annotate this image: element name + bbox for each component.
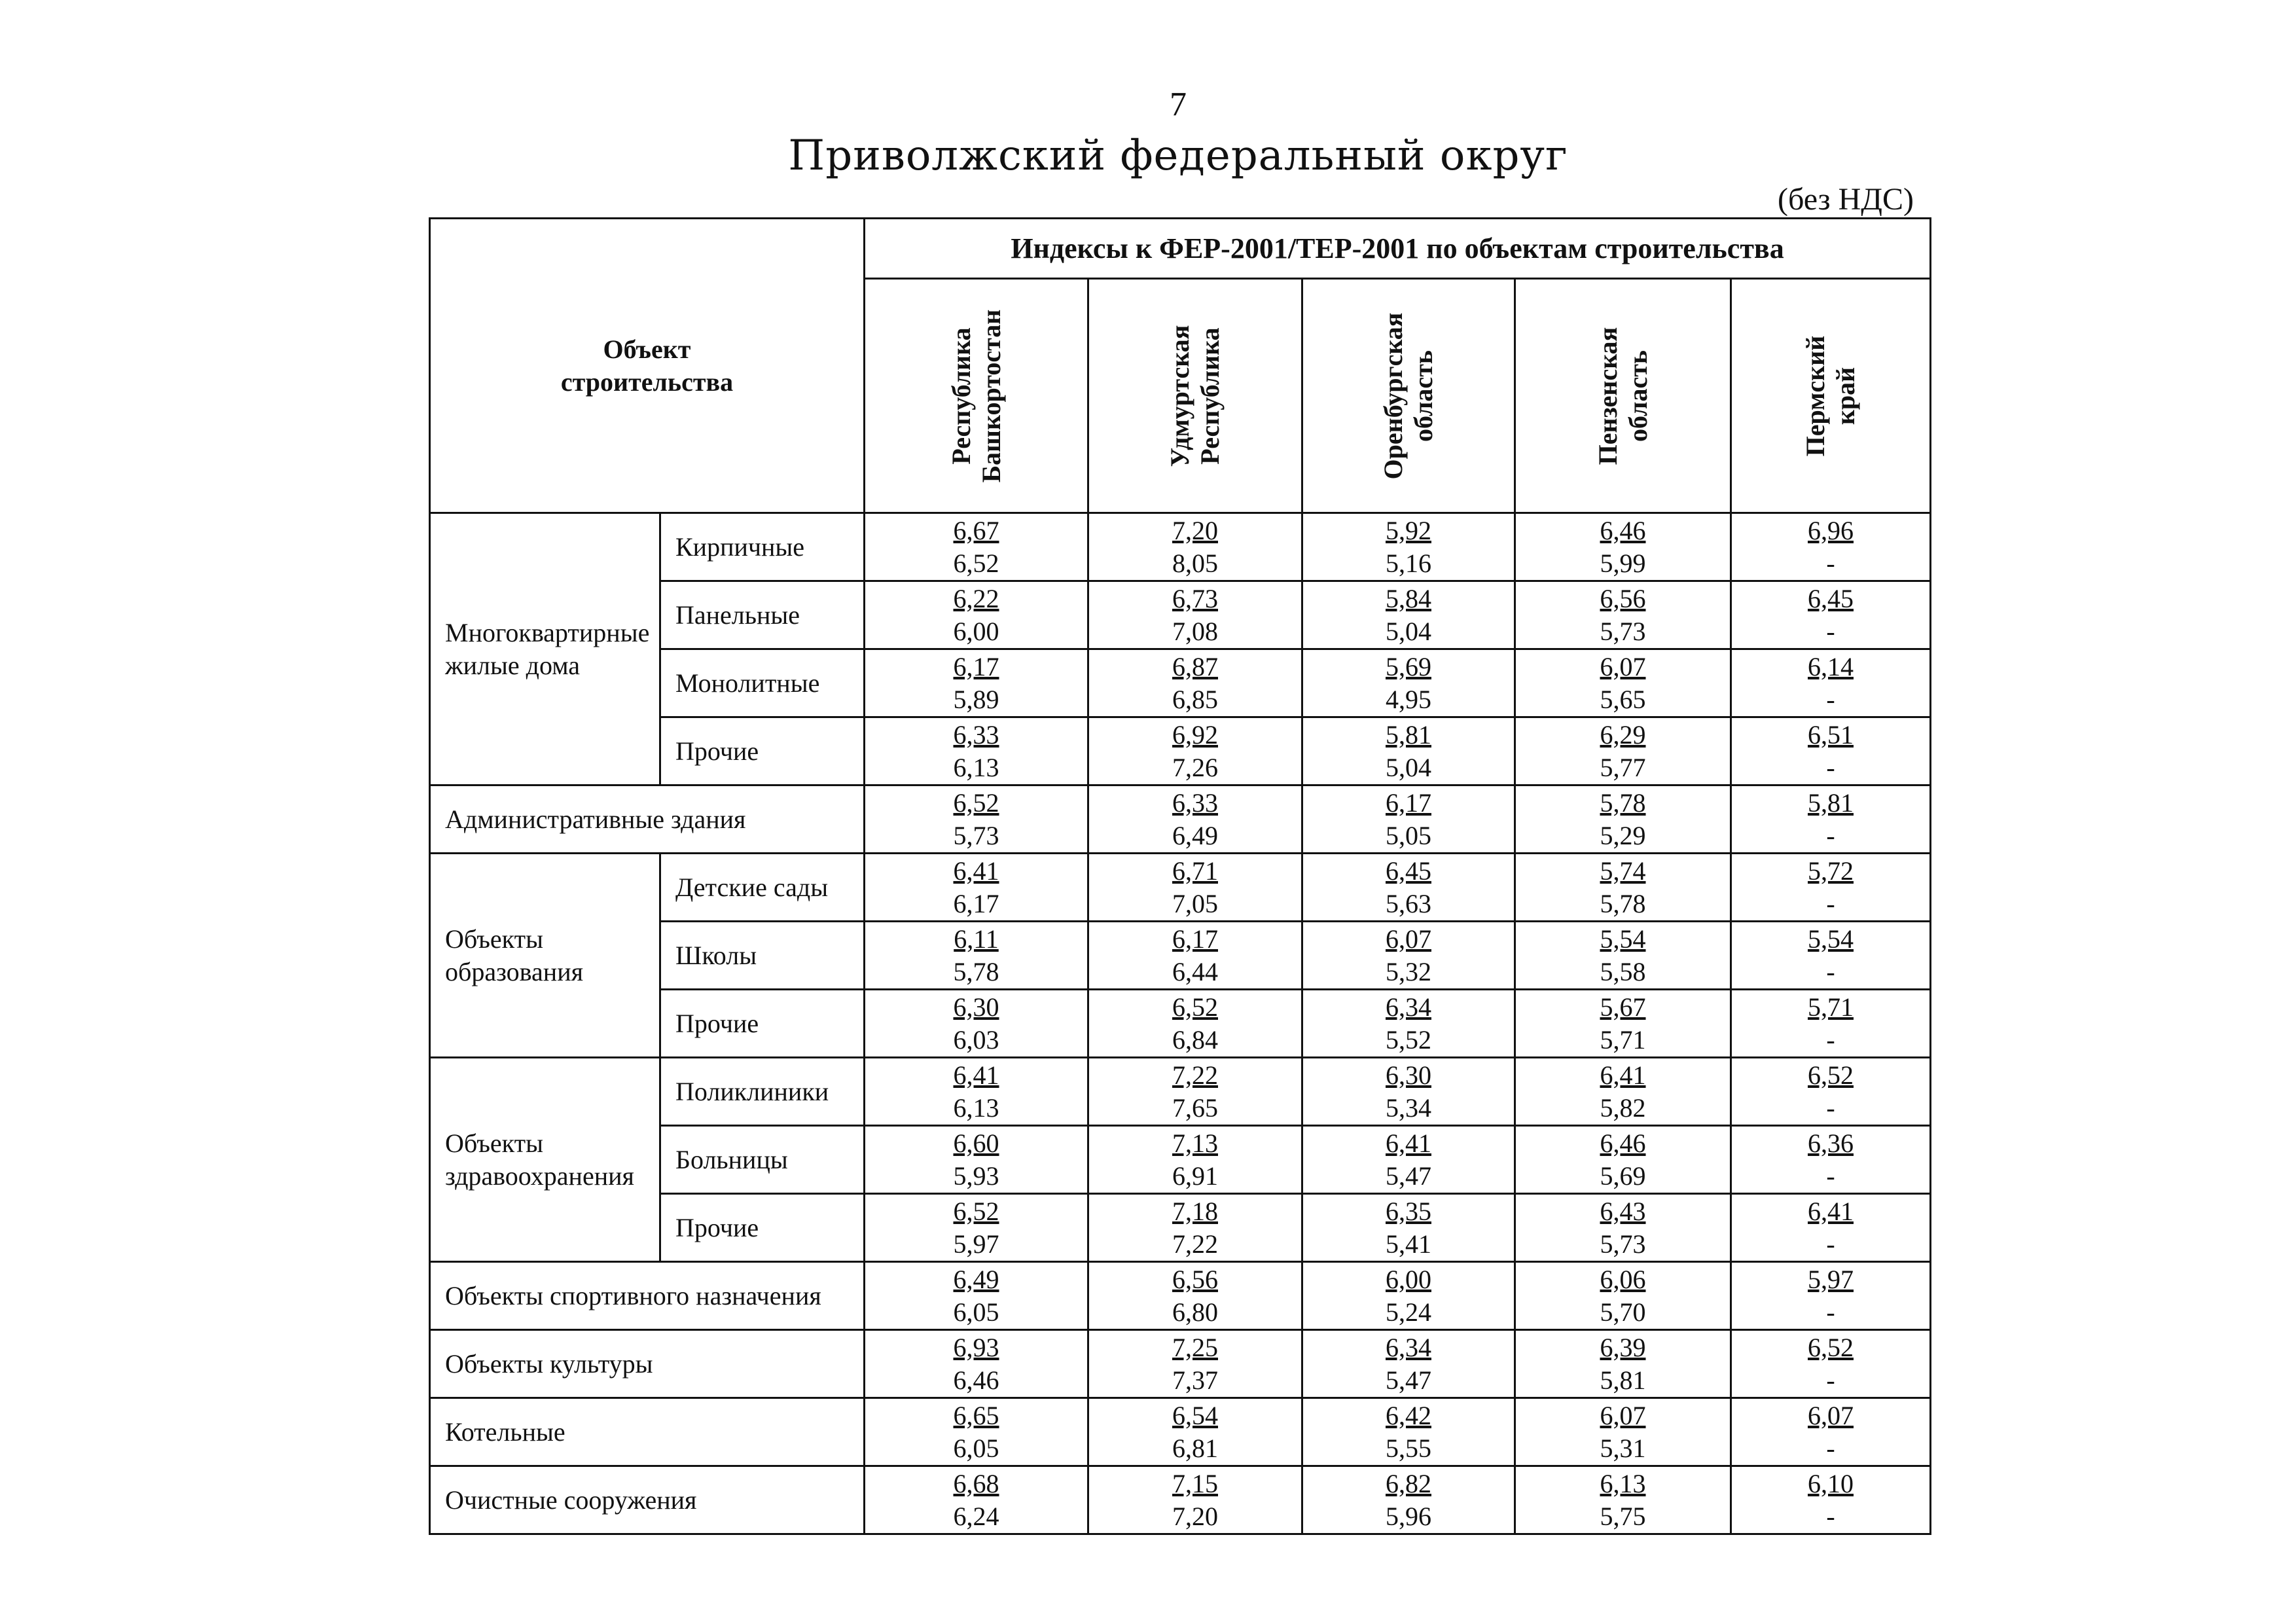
index-value-cell bbox=[1302, 717, 1515, 785]
index-value-top: 6,29 bbox=[1600, 719, 1646, 749]
index-value-bottom: 6,81 bbox=[1172, 1433, 1218, 1463]
index-value-bottom: 5,31 bbox=[1600, 1433, 1646, 1463]
index-value-cell bbox=[1731, 854, 1931, 922]
index-value-top: 6,17 bbox=[953, 651, 999, 681]
index-value-bottom: 7,26 bbox=[1172, 752, 1218, 782]
index-value-top: 6,39 bbox=[1600, 1332, 1646, 1362]
index-value-bottom: 4,95 bbox=[1386, 684, 1431, 714]
index-value-cell bbox=[865, 581, 1088, 649]
index-value-top: 5,71 bbox=[1808, 992, 1854, 1022]
index-value-cell bbox=[1302, 1126, 1515, 1194]
index-value-top: 5,54 bbox=[1600, 924, 1646, 954]
index-value-cell bbox=[1088, 1058, 1302, 1126]
index-value-bottom: 5,34 bbox=[1386, 1092, 1431, 1123]
index-value-bottom: 5,58 bbox=[1600, 956, 1646, 986]
index-value-top: 5,69 bbox=[1386, 651, 1431, 681]
index-value-top: 6,96 bbox=[1808, 515, 1854, 545]
index-value-cell bbox=[1302, 1330, 1515, 1398]
index-value-cell bbox=[1731, 1398, 1931, 1466]
index-value-bottom: - bbox=[1826, 1501, 1835, 1531]
index-value-top: 6,45 bbox=[1386, 856, 1431, 886]
index-value-bottom: 6,17 bbox=[953, 888, 999, 918]
index-value-cell bbox=[1302, 581, 1515, 649]
index-value-top: 6,34 bbox=[1386, 1332, 1431, 1362]
region-name-line: Республика bbox=[1195, 327, 1225, 465]
index-value-bottom: 5,73 bbox=[1600, 616, 1646, 646]
indices-header: Индексы к ФЕР-2001/ТЕР-2001 по объектам строительства bbox=[865, 219, 1931, 279]
index-value-cell bbox=[1302, 1058, 1515, 1126]
region-name-line: область bbox=[1623, 350, 1653, 442]
index-value-bottom: 5,82 bbox=[1600, 1092, 1646, 1123]
object-header-line: строительства bbox=[560, 367, 734, 397]
index-value-cell bbox=[1731, 785, 1931, 854]
table-row bbox=[430, 1398, 1931, 1466]
index-value-top: 5,54 bbox=[1808, 924, 1854, 954]
index-value-top: 6,60 bbox=[953, 1128, 999, 1158]
category-label: здравоохранения bbox=[445, 1161, 634, 1191]
index-value-bottom: 5,93 bbox=[953, 1161, 999, 1191]
index-value-bottom: 5,96 bbox=[1386, 1501, 1431, 1531]
index-value-bottom: 7,22 bbox=[1172, 1229, 1218, 1259]
index-value-bottom: - bbox=[1826, 1297, 1835, 1327]
index-value-top: 6,13 bbox=[1600, 1468, 1646, 1498]
index-value-cell bbox=[865, 1194, 1088, 1262]
index-value-bottom: 5,55 bbox=[1386, 1433, 1431, 1463]
index-value-top: 5,72 bbox=[1808, 856, 1854, 886]
index-value-bottom: 5,97 bbox=[953, 1229, 999, 1259]
index-value-top: 5,81 bbox=[1808, 787, 1854, 818]
index-value-cell bbox=[1731, 1126, 1931, 1194]
index-value-cell bbox=[1731, 1058, 1931, 1126]
index-value-bottom: 5,47 bbox=[1386, 1161, 1431, 1191]
region-name-line: край bbox=[1831, 367, 1860, 425]
index-value-top: 6,00 bbox=[1386, 1264, 1431, 1294]
index-value-bottom: 6,46 bbox=[953, 1365, 999, 1395]
index-value-top: 6,22 bbox=[953, 583, 999, 613]
index-value-bottom: 5,24 bbox=[1386, 1297, 1431, 1327]
index-value-top: 6,71 bbox=[1172, 856, 1218, 886]
index-value-cell bbox=[1088, 1126, 1302, 1194]
index-value-top: 5,67 bbox=[1600, 992, 1646, 1022]
index-value-cell bbox=[1088, 854, 1302, 922]
index-value-top: 6,56 bbox=[1600, 583, 1646, 613]
index-value-top: 5,97 bbox=[1808, 1264, 1854, 1294]
index-value-bottom: - bbox=[1826, 684, 1835, 714]
category-cell bbox=[430, 1058, 660, 1262]
table-row bbox=[430, 785, 1931, 854]
index-value-top: 5,78 bbox=[1600, 787, 1646, 818]
index-value-top: 6,07 bbox=[1386, 924, 1431, 954]
index-value-cell bbox=[1731, 1466, 1931, 1534]
index-value-bottom: 5,65 bbox=[1600, 684, 1646, 714]
subcategory-label: Прочие bbox=[660, 717, 865, 785]
index-value-top: 6,17 bbox=[1172, 924, 1218, 954]
index-value-cell bbox=[865, 1126, 1088, 1194]
index-value-top: 6,14 bbox=[1808, 651, 1854, 681]
category-label: Административные здания bbox=[430, 785, 865, 854]
index-value-bottom: 5,32 bbox=[1386, 956, 1431, 986]
index-value-cell bbox=[1515, 1194, 1731, 1262]
index-value-bottom: 7,20 bbox=[1172, 1501, 1218, 1531]
vat-note: (без НДС) bbox=[1777, 182, 1914, 217]
index-value-cell bbox=[1731, 922, 1931, 990]
index-value-top: 6,67 bbox=[953, 515, 999, 545]
index-value-cell bbox=[1515, 581, 1731, 649]
region-name-line: Пермский bbox=[1801, 335, 1830, 456]
index-value-top: 6,52 bbox=[953, 1196, 999, 1226]
index-value-cell bbox=[1088, 922, 1302, 990]
index-value-top: 6,52 bbox=[1172, 992, 1218, 1022]
index-value-bottom: 6,03 bbox=[953, 1024, 999, 1055]
index-value-cell bbox=[1302, 649, 1515, 717]
index-value-cell bbox=[865, 785, 1088, 854]
index-value-cell bbox=[865, 1398, 1088, 1466]
index-value-cell bbox=[1731, 513, 1931, 581]
index-value-cell bbox=[1302, 990, 1515, 1058]
subcategory-label: Панельные bbox=[660, 581, 865, 649]
region-header bbox=[1731, 279, 1931, 513]
index-value-top: 6,54 bbox=[1172, 1400, 1218, 1430]
index-value-bottom: 6,44 bbox=[1172, 956, 1218, 986]
index-value-top: 6,07 bbox=[1600, 651, 1646, 681]
index-value-cell bbox=[865, 513, 1088, 581]
subcategory-label: Поликлиники bbox=[660, 1058, 865, 1126]
index-value-bottom: - bbox=[1826, 1024, 1835, 1055]
index-value-cell bbox=[1515, 990, 1731, 1058]
index-value-bottom: 5,78 bbox=[953, 956, 999, 986]
index-value-cell bbox=[1515, 649, 1731, 717]
index-value-bottom: - bbox=[1826, 616, 1835, 646]
index-table bbox=[429, 217, 1931, 1535]
table-row bbox=[430, 1058, 1931, 1126]
index-value-bottom: 5,16 bbox=[1386, 548, 1431, 578]
index-value-top: 6,42 bbox=[1386, 1400, 1431, 1430]
table-row bbox=[430, 854, 1931, 922]
index-value-bottom: 5,47 bbox=[1386, 1365, 1431, 1395]
index-value-cell bbox=[1515, 1126, 1731, 1194]
index-value-bottom: 5,71 bbox=[1600, 1024, 1646, 1055]
table-row bbox=[430, 1262, 1931, 1330]
index-value-cell bbox=[865, 1466, 1088, 1534]
index-value-bottom: 6,24 bbox=[953, 1501, 999, 1531]
category-label: Многоквартирные bbox=[445, 617, 650, 647]
index-value-cell bbox=[1088, 1330, 1302, 1398]
index-value-cell bbox=[1515, 1058, 1731, 1126]
index-value-bottom: 7,08 bbox=[1172, 616, 1218, 646]
subcategory-label: Монолитные bbox=[660, 649, 865, 717]
index-value-top: 6,41 bbox=[953, 1060, 999, 1090]
index-value-bottom: - bbox=[1826, 752, 1835, 782]
page-title: Приволжский федеральный округ bbox=[788, 132, 1568, 180]
index-value-bottom: 5,99 bbox=[1600, 548, 1646, 578]
index-value-cell bbox=[1731, 717, 1931, 785]
index-value-top: 6,51 bbox=[1808, 719, 1854, 749]
index-value-cell bbox=[1515, 1330, 1731, 1398]
index-value-bottom: 8,05 bbox=[1172, 548, 1218, 578]
index-value-bottom: - bbox=[1826, 1433, 1835, 1463]
index-value-top: 7,25 bbox=[1172, 1332, 1218, 1362]
index-value-cell bbox=[1088, 1466, 1302, 1534]
index-value-top: 6,82 bbox=[1386, 1468, 1431, 1498]
category-label: жилые дома bbox=[445, 650, 581, 680]
index-value-bottom: 6,05 bbox=[953, 1433, 999, 1463]
page-number: 7 bbox=[1170, 86, 1187, 123]
index-value-bottom: 5,89 bbox=[953, 684, 999, 714]
category-label: Объекты bbox=[445, 924, 543, 954]
index-value-bottom: 7,65 bbox=[1172, 1092, 1218, 1123]
index-value-bottom: 6,00 bbox=[953, 616, 999, 646]
index-value-top: 6,07 bbox=[1808, 1400, 1854, 1430]
index-value-bottom: 6,13 bbox=[953, 752, 999, 782]
index-value-cell bbox=[1515, 717, 1731, 785]
index-value-top: 6,34 bbox=[1386, 992, 1431, 1022]
region-name-line: Башкортостан bbox=[976, 309, 1006, 482]
index-value-top: 6,41 bbox=[1808, 1196, 1854, 1226]
index-value-top: 7,22 bbox=[1172, 1060, 1218, 1090]
index-value-top: 6,33 bbox=[953, 719, 999, 749]
index-value-top: 6,06 bbox=[1600, 1264, 1646, 1294]
index-value-cell bbox=[865, 1262, 1088, 1330]
index-value-cell bbox=[1302, 1194, 1515, 1262]
index-value-bottom: 5,81 bbox=[1600, 1365, 1646, 1395]
subcategory-label: Кирпичные bbox=[660, 513, 865, 581]
index-value-bottom: 5,78 bbox=[1600, 888, 1646, 918]
region-name-line: Пензенская bbox=[1592, 327, 1623, 465]
index-value-cell bbox=[865, 990, 1088, 1058]
index-value-top: 6,65 bbox=[953, 1400, 999, 1430]
index-value-cell bbox=[1088, 990, 1302, 1058]
index-value-top: 6,17 bbox=[1386, 787, 1431, 818]
index-value-bottom: 5,75 bbox=[1600, 1501, 1646, 1531]
index-value-cell bbox=[1731, 1262, 1931, 1330]
table-row bbox=[430, 1466, 1931, 1534]
index-value-cell bbox=[1515, 854, 1731, 922]
category-label: Объекты культуры bbox=[430, 1330, 865, 1398]
index-value-cell bbox=[865, 649, 1088, 717]
subcategory-label: Прочие bbox=[660, 1194, 865, 1262]
subcategory-label: Прочие bbox=[660, 990, 865, 1058]
index-value-top: 6,73 bbox=[1172, 583, 1218, 613]
index-value-bottom: - bbox=[1826, 1229, 1835, 1259]
index-value-cell bbox=[865, 1058, 1088, 1126]
index-value-cell bbox=[1302, 513, 1515, 581]
index-value-bottom: 5,73 bbox=[953, 820, 999, 850]
index-value-top: 7,18 bbox=[1172, 1196, 1218, 1226]
index-value-bottom: 5,41 bbox=[1386, 1229, 1431, 1259]
index-value-top: 6,93 bbox=[953, 1332, 999, 1362]
index-value-cell bbox=[1515, 785, 1731, 854]
index-value-cell bbox=[1088, 717, 1302, 785]
region-name-line: Удмуртская bbox=[1165, 325, 1194, 467]
index-value-bottom: 6,52 bbox=[953, 548, 999, 578]
index-value-cell bbox=[1088, 785, 1302, 854]
index-value-cell bbox=[1515, 1262, 1731, 1330]
index-value-bottom: - bbox=[1826, 820, 1835, 850]
subcategory-label: Детские сады bbox=[660, 854, 865, 922]
index-value-top: 5,81 bbox=[1386, 719, 1431, 749]
index-value-top: 6,52 bbox=[1808, 1060, 1854, 1090]
index-value-top: 6,07 bbox=[1600, 1400, 1646, 1430]
region-header bbox=[865, 279, 1088, 513]
index-value-cell bbox=[1302, 922, 1515, 990]
region-header bbox=[1515, 279, 1731, 513]
region-header bbox=[1302, 279, 1515, 513]
category-label: образования bbox=[445, 956, 583, 986]
index-value-cell bbox=[1302, 1466, 1515, 1534]
subcategory-label: Больницы bbox=[660, 1126, 865, 1194]
object-header bbox=[430, 219, 865, 513]
index-value-bottom: - bbox=[1826, 1161, 1835, 1191]
category-label: Объекты спортивного назначения bbox=[430, 1262, 865, 1330]
category-cell bbox=[430, 854, 660, 1058]
index-value-cell bbox=[1515, 922, 1731, 990]
index-value-bottom: 5,52 bbox=[1386, 1024, 1431, 1055]
index-value-bottom: 7,37 bbox=[1172, 1365, 1218, 1395]
index-value-cell bbox=[1302, 854, 1515, 922]
index-value-bottom: 7,05 bbox=[1172, 888, 1218, 918]
index-value-top: 6,41 bbox=[953, 856, 999, 886]
index-value-top: 6,92 bbox=[1172, 719, 1218, 749]
index-value-cell bbox=[1731, 649, 1931, 717]
category-label: Объекты bbox=[445, 1128, 543, 1158]
index-value-bottom: 5,04 bbox=[1386, 752, 1431, 782]
index-value-cell bbox=[1302, 1262, 1515, 1330]
index-value-top: 6,49 bbox=[953, 1264, 999, 1294]
index-value-top: 6,36 bbox=[1808, 1128, 1854, 1158]
index-value-bottom: 6,80 bbox=[1172, 1297, 1218, 1327]
index-value-cell bbox=[865, 922, 1088, 990]
index-value-top: 6,33 bbox=[1172, 787, 1218, 818]
index-value-top: 6,56 bbox=[1172, 1264, 1218, 1294]
index-value-bottom: 5,04 bbox=[1386, 616, 1431, 646]
index-value-cell bbox=[1731, 1194, 1931, 1262]
index-value-top: 6,46 bbox=[1600, 1128, 1646, 1158]
index-value-cell bbox=[1088, 513, 1302, 581]
index-value-top: 6,68 bbox=[953, 1468, 999, 1498]
region-name-line: Оренбургская bbox=[1378, 312, 1408, 479]
index-value-bottom: - bbox=[1826, 1365, 1835, 1395]
table-row bbox=[430, 513, 1931, 581]
index-value-top: 6,35 bbox=[1386, 1196, 1431, 1226]
index-value-bottom: 5,05 bbox=[1386, 820, 1431, 850]
index-value-bottom: 6,85 bbox=[1172, 684, 1218, 714]
index-value-top: 6,30 bbox=[1386, 1060, 1431, 1090]
index-value-cell bbox=[1088, 1398, 1302, 1466]
index-value-bottom: 5,73 bbox=[1600, 1229, 1646, 1259]
index-value-bottom: 5,77 bbox=[1600, 752, 1646, 782]
table-row bbox=[430, 1330, 1931, 1398]
index-value-top: 6,30 bbox=[953, 992, 999, 1022]
index-value-cell bbox=[1088, 649, 1302, 717]
index-value-cell bbox=[1515, 1398, 1731, 1466]
index-value-bottom: 6,05 bbox=[953, 1297, 999, 1327]
index-value-bottom: 6,91 bbox=[1172, 1161, 1218, 1191]
index-value-bottom: - bbox=[1826, 956, 1835, 986]
index-value-top: 5,84 bbox=[1386, 583, 1431, 613]
index-value-bottom: 5,70 bbox=[1600, 1297, 1646, 1327]
index-value-bottom: 5,63 bbox=[1386, 888, 1431, 918]
index-value-bottom: 5,69 bbox=[1600, 1161, 1646, 1191]
region-name-line: область bbox=[1408, 350, 1438, 442]
index-value-cell bbox=[865, 717, 1088, 785]
region-header bbox=[1088, 279, 1302, 513]
index-value-top: 6,46 bbox=[1600, 515, 1646, 545]
index-value-cell bbox=[1088, 1194, 1302, 1262]
index-value-cell bbox=[1731, 581, 1931, 649]
index-value-bottom: 6,13 bbox=[953, 1092, 999, 1123]
index-value-top: 6,87 bbox=[1172, 651, 1218, 681]
index-value-cell bbox=[1515, 513, 1731, 581]
index-value-top: 7,15 bbox=[1172, 1468, 1218, 1498]
index-value-top: 5,92 bbox=[1386, 515, 1431, 545]
index-value-top: 5,74 bbox=[1600, 856, 1646, 886]
index-value-bottom: - bbox=[1826, 888, 1835, 918]
region-name-line: Республика bbox=[946, 327, 976, 465]
index-value-top: 6,45 bbox=[1808, 583, 1854, 613]
index-value-cell bbox=[865, 1330, 1088, 1398]
index-value-bottom: - bbox=[1826, 1092, 1835, 1123]
index-value-cell bbox=[1731, 990, 1931, 1058]
index-value-bottom: 6,84 bbox=[1172, 1024, 1218, 1055]
index-value-cell bbox=[1088, 1262, 1302, 1330]
index-value-cell bbox=[1515, 1466, 1731, 1534]
category-cell bbox=[430, 513, 660, 785]
index-value-top: 7,13 bbox=[1172, 1128, 1218, 1158]
subcategory-label: Школы bbox=[660, 922, 865, 990]
index-value-top: 6,43 bbox=[1600, 1196, 1646, 1226]
index-value-cell bbox=[1302, 785, 1515, 854]
object-header-line: Объект bbox=[603, 334, 691, 364]
index-value-cell bbox=[1731, 1330, 1931, 1398]
index-value-top: 6,41 bbox=[1386, 1128, 1431, 1158]
index-value-cell bbox=[1088, 581, 1302, 649]
index-value-bottom: 5,29 bbox=[1600, 820, 1646, 850]
index-value-cell bbox=[1302, 1398, 1515, 1466]
index-value-top: 6,52 bbox=[953, 787, 999, 818]
index-value-top: 6,41 bbox=[1600, 1060, 1646, 1090]
index-value-top: 7,20 bbox=[1172, 515, 1218, 545]
index-value-top: 6,11 bbox=[954, 924, 999, 954]
category-label: Котельные bbox=[430, 1398, 865, 1466]
index-value-cell bbox=[865, 854, 1088, 922]
index-value-top: 6,52 bbox=[1808, 1332, 1854, 1362]
index-value-bottom: - bbox=[1826, 548, 1835, 578]
index-value-bottom: 6,49 bbox=[1172, 820, 1218, 850]
index-value-top: 6,10 bbox=[1808, 1468, 1854, 1498]
category-label: Очистные сооружения bbox=[430, 1466, 865, 1534]
